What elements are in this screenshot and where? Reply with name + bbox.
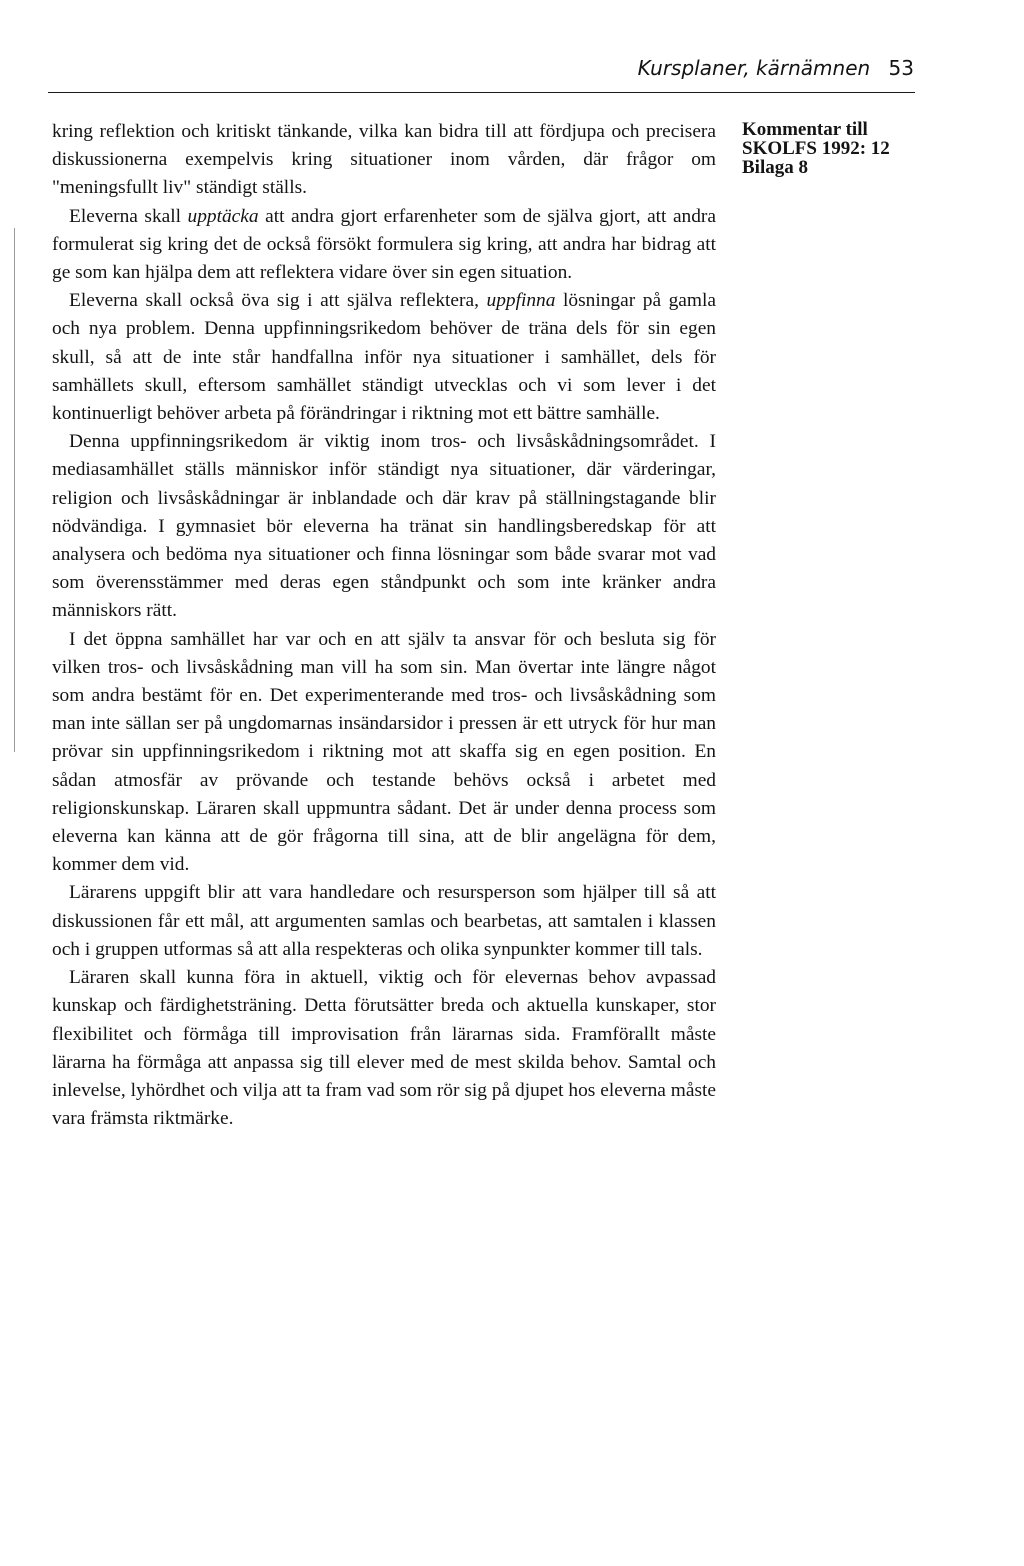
margin-note-line-2: SKOLFS 1992: 12 — [742, 138, 890, 159]
paragraph-5: I det öppna samhället har var och en att själv ta ansvar för och besluta sig för vilken tros- och livsåskådning man vill ha som sin. Man övertar inte längre något som andra bestämt för en. Det experimenterande med tros- och livsåskådning som man inte sällan ser på ungdomarnas insändarsidor i pressen är ett utryck för hur man prövar sin uppfinningsrikedom i riktning mot att skaffa sig en egen position. En sådan atmosfär av prövande och testande behövs också i arbetet med religionskunskap. Läraren skall uppmuntra sådant. Det är under denna process som eleverna kan känna att de gör frågorna till sina, att de blir angelägna för dem, kommer dem vid. — [52, 628, 716, 876]
paragraph-2 — [52, 203, 716, 288]
paragraph-3-text-a: Eleverna skall också öva sig i att själva reflektera, — [69, 290, 487, 312]
page-number: 53 — [888, 56, 914, 80]
header-rule — [48, 92, 915, 93]
paragraph-3-text-b: lösningar på gamla och nya problem. Denna uppfinningsrikedom behöver de träna dels för sin egen skull, så att de inte står handfallna inför nya situationer i samhället, dels för samhällets skull, eftersom samhället ständigt utvecklas och vi som lever i det kontinuerligt behöver arbeta på förändringar i riktning mot ett bättre samhälle. — [52, 290, 716, 425]
margin-note-line-3: Bilaga 8 — [742, 157, 808, 178]
paragraph-4: Denna uppfinningsrikedom är viktig inom tros- och livsåskådningsområdet. I mediasamhället ställs människor inför ständigt nya situationer, där värderingar, religion och livsåskådningar är inblandade och där krav på ställningstagande blir nödvändiga. I gymnasiet bör eleverna ha tränat sin handlingsberedskap för att analysera och bedöma nya situationer och finna lösningar som både svarar mot vad som överensstämmer med deras egen ståndpunkt och som inte kränker andra människors rätt. — [52, 431, 716, 622]
emphasis-upptacka: upptäcka — [187, 205, 259, 227]
paragraph-7: Läraren skall kunna föra in aktuell, viktig och för elevernas behov avpassad kunskap och färdighetsträning. Detta förutsätter breda och aktuella kunskaper, stor flexibilitet och förmåga till improvisation från lärarnas sida. Framförallt måste lärarna ha förmåga att anpassa sig till elever med de mest skilda behov. Samtal och inlevelse, lyhördhet och vilja att ta fram vad som rör sig på djupet hos eleverna måste vara främsta riktmärke. — [52, 967, 716, 1130]
margin-line — [14, 228, 15, 752]
running-head — [638, 56, 914, 80]
running-head-title: Kursplaner, kärnämnen — [637, 56, 871, 80]
margin-note — [742, 120, 932, 177]
margin-note-line-1: Kommentar till — [742, 119, 868, 140]
paragraph-2-text-a: Eleverna skall — [69, 205, 188, 227]
main-text-column — [52, 118, 716, 1133]
paragraph-1: kring reflektion och kritiskt tänkande, vilka kan bidra till att fördjupa och precisera diskussionerna exempelvis kring situationer inom vården, där frågor om "meningsfullt liv" ständigt ställs. — [52, 121, 716, 199]
emphasis-uppfinna: uppfinna — [486, 290, 556, 312]
paragraph-2-text-b: att andra gjort erfarenheter som de själva gjort, att andra formulerat sig kring det de också försökt formulera sig kring, att andra har bidrag att ge som kan hjälpa dem att reflektera vidare över sin egen situation. — [52, 205, 716, 284]
paragraph-6: Lärarens uppgift blir att vara handledare och resursperson som hjälper till så att diskussionen får ett mål, att argumenten samlas och bearbetas, att samtalen i klassen och i gruppen utformas så att alla respekteras och olika synpunkter kommer till tals. — [52, 882, 716, 960]
paragraph-3 — [52, 287, 716, 428]
